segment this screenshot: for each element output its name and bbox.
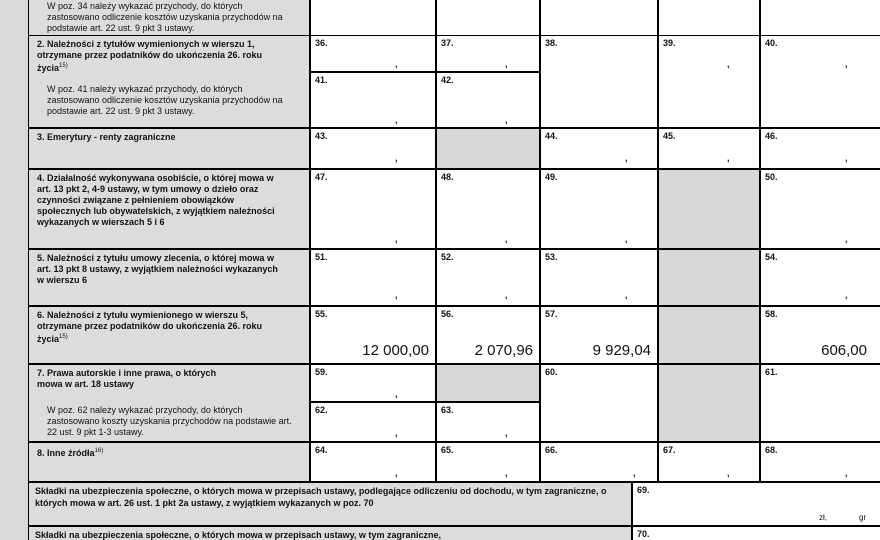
field-47-separator: , xyxy=(395,234,398,244)
row-7-note: W poz. 62 należy wykazać przychody, do których zastosowano koszty uzyskania przychodów na podstawie art. 22 ust. 9 pkt 1-3 ustawy. xyxy=(47,405,292,437)
field-66-separator: , xyxy=(633,468,636,478)
field-35c-cell[interactable] xyxy=(760,0,880,36)
field-69-number: 69. xyxy=(637,485,650,495)
field-64-number: 64. xyxy=(315,445,328,455)
field-58-number: 58. xyxy=(765,309,778,319)
field-blank-row4 xyxy=(658,169,760,249)
field-66-number: 66. xyxy=(545,445,558,455)
field-45-number: 45. xyxy=(663,131,676,141)
field-64-cell[interactable] xyxy=(310,442,436,482)
field-44-separator: , xyxy=(625,153,628,163)
field-52-separator: , xyxy=(505,290,508,300)
field-69-cell[interactable] xyxy=(632,482,880,526)
field-50-number: 50. xyxy=(765,172,778,182)
field-43-number: 43. xyxy=(315,131,328,141)
field-56-cell[interactable] xyxy=(436,306,540,364)
field-55-number: 55. xyxy=(315,309,328,319)
field-62-cell[interactable] xyxy=(310,402,436,442)
field-36-separator: , xyxy=(395,59,398,69)
row-8-title: 8. Inne źródła$^{16)}$ xyxy=(37,448,104,458)
field-37-cell[interactable] xyxy=(436,35,540,72)
row-5-title: 5. Należności z tytułu umowy zlecenia, o której mowa w art. 13 pkt 8 ustawy, z wyjątkiem należności wykazanych w wierszu 6 xyxy=(37,253,278,285)
field-55-value: 12 000,00 xyxy=(362,342,429,359)
field-53-number: 53. xyxy=(545,252,558,262)
field-43-cell[interactable] xyxy=(310,128,436,169)
field-67-cell[interactable] xyxy=(658,442,760,482)
field-65-cell[interactable] xyxy=(436,442,540,482)
field-40-number: 40. xyxy=(765,38,778,48)
field-53-cell[interactable] xyxy=(540,249,658,306)
field-61-number: 61. xyxy=(765,367,778,377)
row-5-label xyxy=(28,249,310,306)
field-36-number: 36. xyxy=(315,38,328,48)
field-69-unit-gr: gr xyxy=(859,513,867,522)
field-54-cell[interactable] xyxy=(760,249,880,306)
field-blank-row6 xyxy=(658,306,760,364)
field-67-separator: , xyxy=(727,468,730,478)
field-blank-row3 xyxy=(436,128,540,169)
field-59-cell[interactable] xyxy=(310,364,436,402)
field-48-cell[interactable] xyxy=(436,169,540,249)
field-57-value: 9 929,04 xyxy=(592,342,651,359)
field-49-separator: , xyxy=(625,234,628,244)
field-54-separator: , xyxy=(845,290,848,300)
field-blank-row7a xyxy=(436,364,540,402)
field-49-number: 49. xyxy=(545,172,558,182)
field-54-number: 54. xyxy=(765,252,778,262)
row-70-text: Składki na ubezpieczenia społeczne, o których mowa w przepisach ustawy, w tym zagraniczne, xyxy=(35,530,441,540)
field-57-cell[interactable] xyxy=(540,306,658,364)
field-51-cell[interactable] xyxy=(310,249,436,306)
field-68-number: 68. xyxy=(765,445,778,455)
field-67-number: 67. xyxy=(663,445,676,455)
field-40-separator: , xyxy=(845,59,848,69)
row-6-label xyxy=(28,306,310,364)
field-41-separator: , xyxy=(395,115,398,125)
row-1-label xyxy=(28,0,310,36)
field-46-separator: , xyxy=(845,153,848,163)
field-64-separator: , xyxy=(395,468,398,478)
row-2-label xyxy=(28,35,310,128)
row-4-title: 4. Działalność wykonywana osobiście, o której mowa w art. 13 pkt 2, 4-9 ustawy, w tym umowy o dzieło oraz czynności związane z pełnieniem obowiązków społecznych lub obywatelskich, z wyjątkiem należności wykazanych w wierszach 5 i 6 xyxy=(37,173,275,227)
field-41-number: 41. xyxy=(315,75,328,85)
field-68-cell[interactable] xyxy=(760,442,880,482)
field-61-cell[interactable] xyxy=(760,364,880,442)
field-48-number: 48. xyxy=(441,172,454,182)
row-4-label xyxy=(28,169,310,249)
field-45-separator: , xyxy=(727,153,730,163)
field-40-cell[interactable] xyxy=(760,35,880,128)
field-46-number: 46. xyxy=(765,131,778,141)
field-63-number: 63. xyxy=(441,405,454,415)
field-60-number: 60. xyxy=(545,367,558,377)
field-38-number: 38. xyxy=(545,38,558,48)
row-7-title: 7. Prawa autorskie i inne prawa, o których mowa w art. 18 ustawy xyxy=(37,368,217,389)
field-39-number: 39. xyxy=(663,38,676,48)
row-69-text: Składki na ubezpieczenia społeczne, o których mowa w przepisach ustawy, podlegające odliczeniu od dochodu, w tym zagraniczne, o których mowa w art. 26 ust. 1 pkt 2a ustawy, z wyjątkiem wykazanych w poz. 70 xyxy=(35,486,607,508)
field-58-cell[interactable] xyxy=(760,306,880,364)
field-51-number: 51. xyxy=(315,252,328,262)
field-65-separator: , xyxy=(505,468,508,478)
field-35-cell[interactable] xyxy=(540,0,658,36)
field-44-number: 44. xyxy=(545,131,558,141)
row-3-title: 3. Emerytury - renty zagraniczne xyxy=(37,132,176,142)
field-55-cell[interactable] xyxy=(310,306,436,364)
field-42-cell[interactable] xyxy=(436,72,540,128)
field-56-number: 56. xyxy=(441,309,454,319)
field-43-separator: , xyxy=(395,153,398,163)
field-39-cell[interactable] xyxy=(658,35,760,128)
row-69-label xyxy=(28,482,632,526)
field-70-cell[interactable] xyxy=(632,526,880,540)
field-33-cell[interactable] xyxy=(310,0,436,36)
field-37-number: 37. xyxy=(441,38,454,48)
field-49-cell[interactable] xyxy=(540,169,658,249)
row-1-note: W poz. 34 należy wykazać przychody, do których zastosowano odliczenie kosztów uzyskania przychodów na podstawie art. 22 ust. 9 pkt 3 ustawy. xyxy=(47,1,283,33)
field-50-cell[interactable] xyxy=(760,169,880,249)
field-41-cell[interactable] xyxy=(310,72,436,128)
field-36-cell[interactable] xyxy=(310,35,436,72)
field-38-cell[interactable] xyxy=(540,35,658,128)
field-48-separator: , xyxy=(505,234,508,244)
row-8-label xyxy=(28,442,310,482)
field-53-separator: , xyxy=(625,290,628,300)
field-47-number: 47. xyxy=(315,172,328,182)
field-39-separator: , xyxy=(727,59,730,69)
field-47-cell[interactable] xyxy=(310,169,436,249)
field-46-cell[interactable] xyxy=(760,128,880,169)
field-59-separator: , xyxy=(395,389,398,399)
field-70-number: 70. xyxy=(637,529,650,539)
field-63-cell[interactable] xyxy=(436,402,540,442)
row-2-title: 2. Należności z tytułów wymienionych w wierszu 1, otrzymane przez podatników do ukończenia 26. roku życia$^{15)}$ xyxy=(37,39,263,73)
field-59-number: 59. xyxy=(315,367,328,377)
field-52-cell[interactable] xyxy=(436,249,540,306)
field-44-cell[interactable] xyxy=(540,128,658,169)
field-68-separator: , xyxy=(845,468,848,478)
field-52-number: 52. xyxy=(441,252,454,262)
field-50-separator: , xyxy=(845,234,848,244)
field-45-cell[interactable] xyxy=(658,128,760,169)
field-65-number: 65. xyxy=(441,445,454,455)
field-blank-row5 xyxy=(658,249,760,306)
field-51-separator: , xyxy=(395,290,398,300)
field-69-unit-zl: zł, xyxy=(819,513,827,522)
field-62-number: 62. xyxy=(315,405,328,415)
left-margin-bar xyxy=(0,0,29,540)
field-35b-cell[interactable] xyxy=(658,0,760,36)
row-7-label xyxy=(28,364,310,442)
field-58-value: 606,00 xyxy=(821,342,867,359)
row-3-label xyxy=(28,128,310,169)
field-56-value: 2 070,96 xyxy=(474,342,533,359)
field-42-separator: , xyxy=(505,115,508,125)
row-6-title: 6. Należności z tytułu wymienionego w wierszu 5, otrzymane przez podatników do ukończenia 26. roku życia$^{15)}$ xyxy=(37,310,263,344)
field-60-cell[interactable] xyxy=(540,364,658,442)
row-70-label xyxy=(28,526,632,540)
field-37-separator: , xyxy=(505,59,508,69)
field-57-number: 57. xyxy=(545,309,558,319)
field-62-separator: , xyxy=(395,428,398,438)
field-63-separator: , xyxy=(505,428,508,438)
row-2-note: W poz. 41 należy wykazać przychody, do których zastosowano odliczenie kosztów uzyskania przychodów na podstawie art. 22 ust. 9 pkt 3 ustawy. xyxy=(47,84,283,116)
field-blank-row7b xyxy=(658,364,760,442)
field-34-cell[interactable] xyxy=(436,0,540,36)
field-66-cell[interactable] xyxy=(540,442,658,482)
field-42-number: 42. xyxy=(441,75,454,85)
